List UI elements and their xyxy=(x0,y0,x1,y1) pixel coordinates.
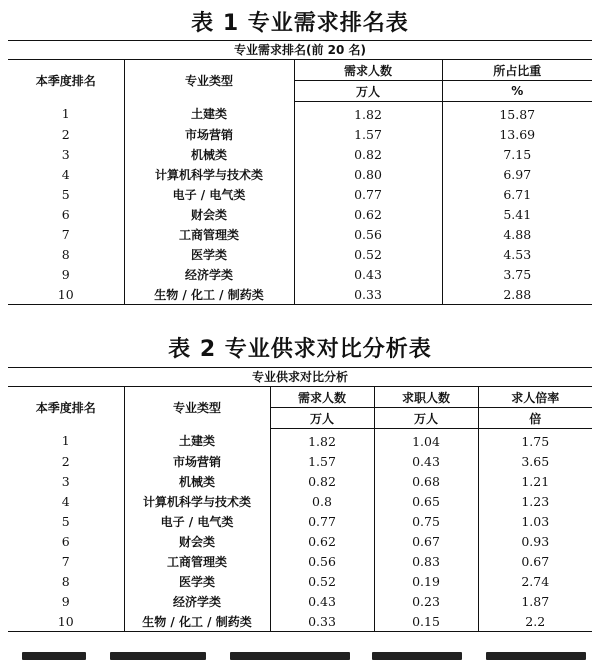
cell-rank: 1 xyxy=(61,433,70,449)
table-row xyxy=(8,244,592,264)
cell-rank: 7 xyxy=(61,226,70,242)
cell-category: 电子 / 电气类 xyxy=(124,511,270,531)
table-row xyxy=(8,511,592,531)
cell-category: 工商管理类 xyxy=(124,224,294,244)
table2-header-category: 专业类型 xyxy=(124,387,270,429)
cell-ratio: 1.87 xyxy=(478,591,592,611)
table-row xyxy=(8,164,592,184)
table2-caption: 专业供求对比分析 xyxy=(8,367,592,386)
cell-demand: 0.33 xyxy=(270,611,374,632)
cell-demand: 0.43 xyxy=(294,264,442,284)
table1-caption: 专业需求排名(前 20 名) xyxy=(8,40,592,59)
cell-demand: 0.8 xyxy=(270,491,374,511)
cell-rank: 8 xyxy=(61,246,70,262)
cell-demand: 0.62 xyxy=(294,204,442,224)
table1-title: 表 1 专业需求排名表 xyxy=(191,11,409,36)
cell-share: 13.69 xyxy=(442,124,592,144)
cell-rank: 2 xyxy=(61,453,70,469)
cell-rank: 9 xyxy=(61,593,70,609)
cell-demand: 0.77 xyxy=(294,184,442,204)
cell-category: 电子 / 电气类 xyxy=(124,184,294,204)
table-row xyxy=(8,551,592,571)
cell-ratio: 2.74 xyxy=(478,571,592,591)
table2 xyxy=(8,386,592,632)
cell-rank: 4 xyxy=(61,493,70,509)
cell-rank: 8 xyxy=(61,573,70,589)
cell-category: 工商管理类 xyxy=(124,551,270,571)
cell-category: 生物 / 化工 / 制药类 xyxy=(124,611,270,632)
cell-ratio: 0.93 xyxy=(478,531,592,551)
cell-rank: 4 xyxy=(61,166,70,182)
table2-header-demand: 需求人数 xyxy=(270,387,374,408)
cell-demand: 0.52 xyxy=(270,571,374,591)
table-row xyxy=(8,571,592,591)
cell-category: 计算机科学与技术类 xyxy=(124,164,294,184)
table-row xyxy=(8,102,592,125)
cell-demand: 0.82 xyxy=(294,144,442,164)
cell-seekers: 0.15 xyxy=(374,611,478,632)
cell-ratio: 2.2 xyxy=(478,611,592,632)
cell-rank: 6 xyxy=(61,206,70,222)
table1-body xyxy=(8,102,592,305)
cell-seekers: 0.75 xyxy=(374,511,478,531)
cell-share: 6.71 xyxy=(442,184,592,204)
cell-rank: 5 xyxy=(61,186,70,202)
table-row xyxy=(8,184,592,204)
cell-share: 5.41 xyxy=(442,204,592,224)
table2-unit-seekers: 万人 xyxy=(374,408,478,429)
table2-body xyxy=(8,429,592,632)
cell-rank: 7 xyxy=(61,553,70,569)
cell-share: 3.75 xyxy=(442,264,592,284)
cell-ratio: 1.21 xyxy=(478,471,592,491)
cell-demand: 0.33 xyxy=(294,284,442,305)
table2-title: 表 2 专业供求对比分析表 xyxy=(168,337,432,362)
cell-seekers: 0.67 xyxy=(374,531,478,551)
cell-share: 4.53 xyxy=(442,244,592,264)
cell-demand: 1.82 xyxy=(294,102,442,125)
table1-header-share: 所占比重 xyxy=(442,60,592,81)
cell-seekers: 0.19 xyxy=(374,571,478,591)
cell-rank: 10 xyxy=(57,613,74,629)
cell-category: 计算机科学与技术类 xyxy=(124,491,270,511)
cell-ratio: 0.67 xyxy=(478,551,592,571)
cell-demand: 1.57 xyxy=(270,451,374,471)
cell-seekers: 0.43 xyxy=(374,451,478,471)
cell-category: 机械类 xyxy=(124,144,294,164)
cell-seekers: 0.65 xyxy=(374,491,478,511)
table1 xyxy=(8,59,592,305)
table2-unit-ratio: 倍 xyxy=(478,408,592,429)
cell-demand: 0.56 xyxy=(294,224,442,244)
table1-unit-demand: 万人 xyxy=(294,81,442,102)
cell-share: 2.88 xyxy=(442,284,592,305)
cell-rank: 5 xyxy=(61,513,70,529)
table-row xyxy=(8,204,592,224)
table-row xyxy=(8,284,592,305)
table2-unit-demand: 万人 xyxy=(270,408,374,429)
cell-category: 市场营销 xyxy=(124,451,270,471)
cell-rank: 9 xyxy=(61,266,70,282)
cell-ratio: 1.03 xyxy=(478,511,592,531)
cell-demand: 0.52 xyxy=(294,244,442,264)
cell-category: 市场营销 xyxy=(124,124,294,144)
cell-rank: 1 xyxy=(61,106,70,122)
cell-rank: 6 xyxy=(61,533,70,549)
cell-category: 财会类 xyxy=(124,531,270,551)
table2-header-rank: 本季度排名 xyxy=(35,401,96,416)
table-row xyxy=(8,451,592,471)
table1-header-rank: 本季度排名 xyxy=(35,74,96,89)
table-row xyxy=(8,471,592,491)
cell-share: 15.87 xyxy=(442,102,592,125)
cell-category: 医学类 xyxy=(124,571,270,591)
table1-header-demand: 需求人数 xyxy=(294,60,442,81)
cell-seekers: 0.83 xyxy=(374,551,478,571)
cell-demand: 0.82 xyxy=(270,471,374,491)
cell-demand: 0.62 xyxy=(270,531,374,551)
cell-ratio: 3.65 xyxy=(478,451,592,471)
table-row xyxy=(8,144,592,164)
cell-demand: 0.43 xyxy=(270,591,374,611)
cell-category: 机械类 xyxy=(124,471,270,491)
table-row xyxy=(8,591,592,611)
table-row xyxy=(8,264,592,284)
cell-ratio: 1.75 xyxy=(478,429,592,452)
table2-header-seekers: 求职人数 xyxy=(374,387,478,408)
cell-category: 土建类 xyxy=(124,102,294,125)
cell-category: 财会类 xyxy=(124,204,294,224)
cell-seekers: 1.04 xyxy=(374,429,478,452)
table-row xyxy=(8,124,592,144)
table-row xyxy=(8,491,592,511)
cell-demand: 0.56 xyxy=(270,551,374,571)
table-row xyxy=(8,611,592,632)
table-row xyxy=(8,531,592,551)
cell-category: 经济学类 xyxy=(124,264,294,284)
cell-share: 6.97 xyxy=(442,164,592,184)
table2-header-ratio: 求人倍率 xyxy=(478,387,592,408)
cell-rank: 3 xyxy=(61,473,70,489)
cell-rank: 3 xyxy=(61,146,70,162)
cell-category: 医学类 xyxy=(124,244,294,264)
cell-category: 生物 / 化工 / 制药类 xyxy=(124,284,294,305)
cropped-text-line xyxy=(0,652,600,660)
cell-share: 4.88 xyxy=(442,224,592,244)
cell-category: 经济学类 xyxy=(124,591,270,611)
table-row xyxy=(8,429,592,452)
cell-rank: 10 xyxy=(57,286,74,302)
cell-category: 土建类 xyxy=(124,429,270,452)
table1-unit-share: % xyxy=(442,81,592,102)
cell-ratio: 1.23 xyxy=(478,491,592,511)
cell-seekers: 0.68 xyxy=(374,471,478,491)
table-row xyxy=(8,224,592,244)
cell-demand: 1.57 xyxy=(294,124,442,144)
cell-demand: 0.77 xyxy=(270,511,374,531)
cell-rank: 2 xyxy=(61,126,70,142)
cell-seekers: 0.23 xyxy=(374,591,478,611)
table1-header-category: 专业类型 xyxy=(124,60,294,102)
cell-share: 7.15 xyxy=(442,144,592,164)
cell-demand: 1.82 xyxy=(270,429,374,452)
cell-demand: 0.80 xyxy=(294,164,442,184)
